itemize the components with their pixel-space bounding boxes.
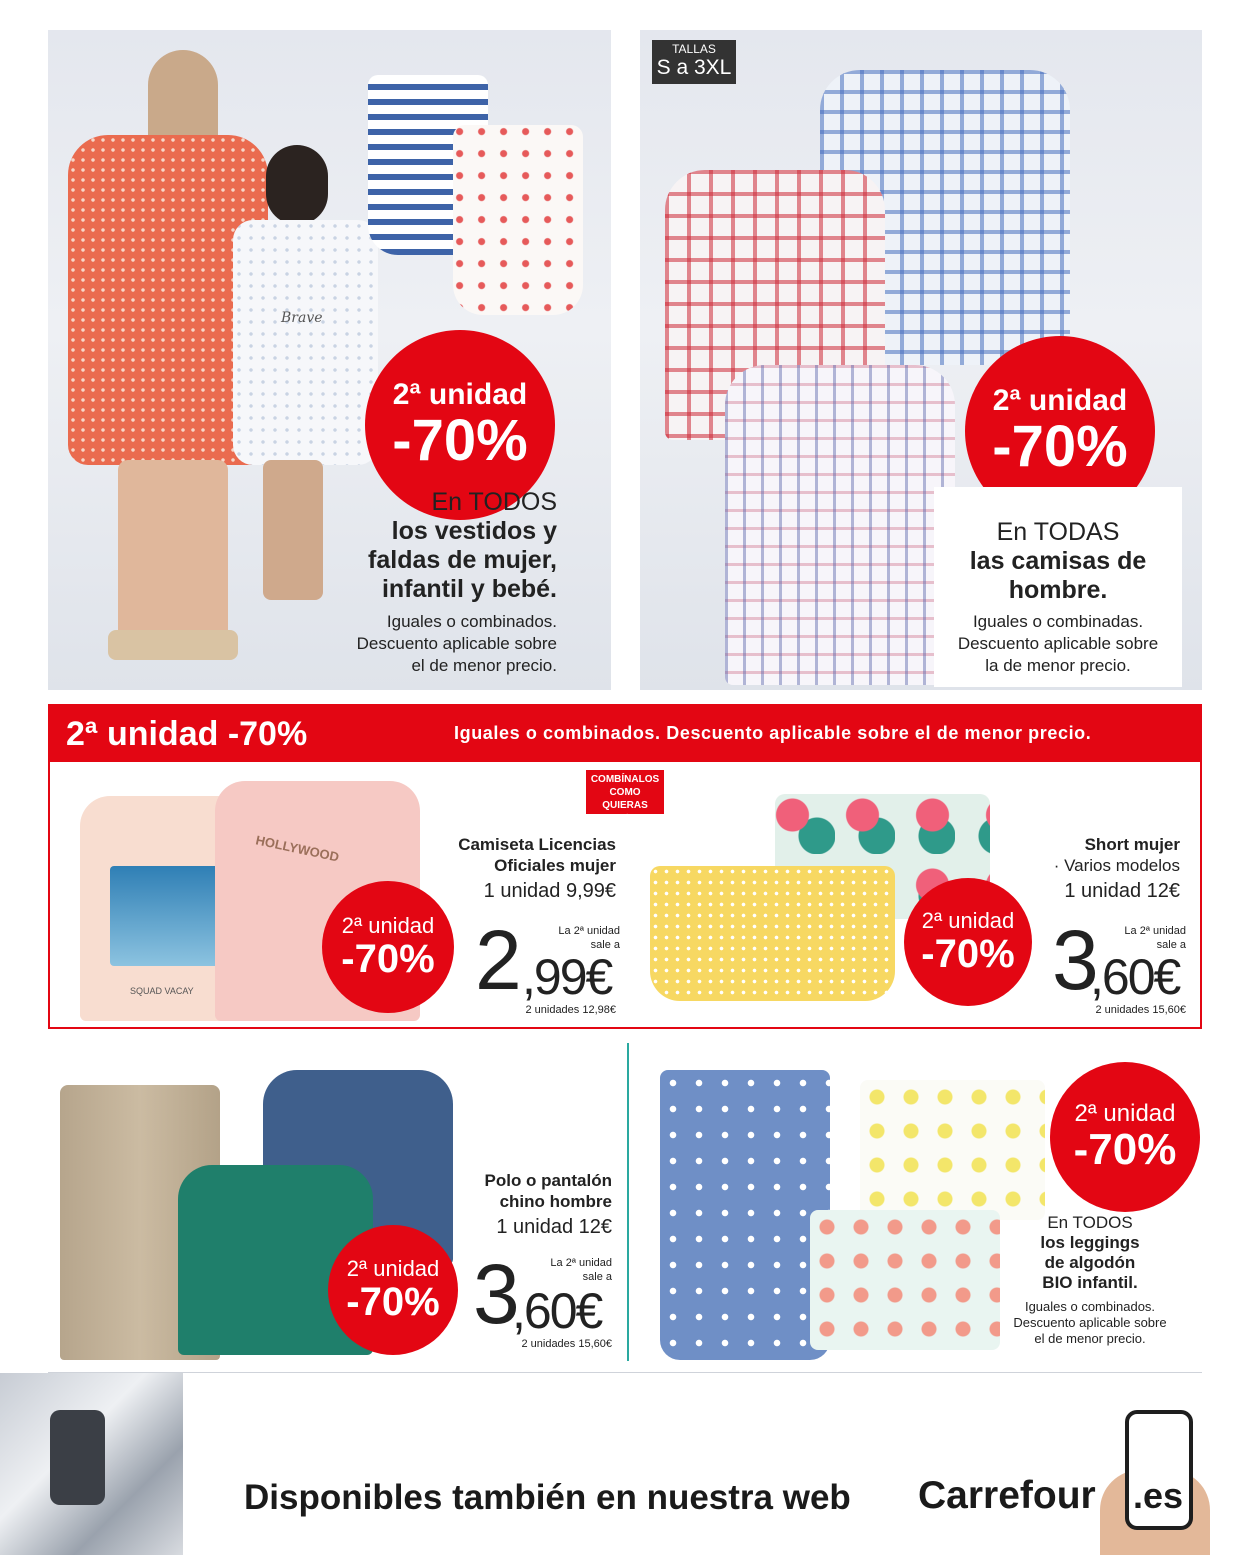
combine-arrows-icon: ⇄	[619, 811, 631, 825]
leggings-line-2: los leggings	[1040, 1233, 1140, 1252]
shorts-price-int: 3	[1052, 913, 1097, 1007]
badge-unit-label: 2ª unidad	[341, 913, 435, 938]
shorts-name-2: · Varios modelos	[1053, 856, 1180, 875]
combo-note: Iguales o combinados. Descuento aplicable sobre el de menor precio.	[454, 723, 1092, 743]
dresses-line-1: En TODOS	[431, 488, 557, 516]
dresses-notes	[297, 611, 557, 677]
lemon-shorts-image	[860, 1080, 1045, 1220]
polo-price-int: 3	[473, 1247, 518, 1341]
tank-print-text: SQUAD VACAY	[130, 986, 194, 996]
badge-discount: -70%	[921, 932, 1015, 976]
badge-discount: -70%	[992, 414, 1128, 479]
shorts-price-dec: ,60€	[1090, 949, 1180, 1005]
badge-unit-label: 2ª unidad	[392, 378, 528, 411]
dresses-note-3: el de menor precio.	[411, 656, 557, 675]
footer-domain: .es	[1133, 1475, 1184, 1516]
dresses-note-1: Iguales o combinados.	[386, 612, 557, 631]
shorts-total: 2 unidades 15,60€	[1095, 1004, 1186, 1016]
tshirt-name-1: Camiseta Licencias	[458, 835, 616, 854]
badge-unit-label: 2ª unidad	[992, 384, 1128, 417]
shirts-line-1: En TODAS	[996, 518, 1120, 546]
leggings-image	[660, 1070, 830, 1360]
dresses-note-2: Descuento aplicable sobre	[356, 634, 557, 653]
shorts-unit-price: 1 unidad 12€	[1064, 880, 1180, 902]
polo-unit-price: 1 unidad 12€	[496, 1216, 612, 1238]
leggings-note-1: Iguales o combinados.	[1024, 1299, 1156, 1314]
dresses-line-3: faldas de mujer,	[368, 546, 557, 574]
combo-title: 2ª unidad -70%	[66, 715, 308, 753]
shirts-notes	[934, 611, 1182, 677]
leggings-line-3: de algodón	[1044, 1253, 1136, 1272]
badge-discount: -70%	[341, 937, 435, 981]
polo-panel	[48, 1040, 618, 1365]
polo-name-1: Polo o pantalón	[484, 1171, 612, 1190]
discount-badge-polo	[328, 1225, 458, 1355]
phone-image	[50, 1410, 105, 1505]
girl-dress-image	[233, 220, 378, 465]
footer-text: Disponibles también en nuestra web	[244, 1478, 851, 1517]
tshirt-second-label	[550, 924, 620, 952]
yellow-shorts-image	[650, 866, 895, 1001]
girl-dress-print: Brave	[281, 310, 323, 326]
tshirt-unit-price: 1 unidad 9,99€	[483, 880, 616, 902]
combine-tag	[586, 770, 664, 825]
leggings-line-1: En TODOS	[1047, 1213, 1133, 1232]
combo-offer-panel	[48, 704, 1202, 1029]
shirts-note-3: la de menor precio.	[985, 656, 1131, 675]
dresses-panel	[48, 30, 611, 690]
woman-legs-image	[118, 460, 228, 650]
polo-second-label	[542, 1256, 612, 1284]
leggings-headline	[980, 1213, 1200, 1293]
tshirt-name-2: Oficiales mujer	[494, 856, 616, 875]
shirts-line-2: las camisas de	[969, 547, 1147, 575]
leggings-line-4: BIO infantil.	[1042, 1273, 1138, 1292]
badge-unit-label: 2ª unidad	[921, 908, 1015, 933]
polo-name-2: chino hombre	[499, 1192, 612, 1211]
dresses-line-2: los vestidos y	[391, 517, 557, 545]
girl-head-image	[266, 145, 328, 225]
leggings-note-2: Descuento aplicable sobre	[1013, 1315, 1167, 1330]
tshirt-price-int: 2	[475, 913, 520, 1007]
shorts-info	[980, 834, 1180, 902]
polo-second-label-2: sale a	[582, 1271, 612, 1283]
dresses-headline	[297, 488, 557, 604]
section-divider	[627, 1043, 629, 1361]
polo-total: 2 unidades 15,60€	[521, 1338, 612, 1350]
shorts-second-label-1: La 2ª unidad	[1124, 925, 1186, 937]
footer-divider	[48, 1372, 1202, 1373]
lilac-check-shirt-image	[725, 365, 955, 685]
shirts-headline	[934, 518, 1182, 605]
polo-info	[412, 1170, 612, 1238]
shirts-line-3: hombre.	[1008, 576, 1108, 604]
shorts-second-label	[1116, 924, 1186, 952]
sizes-value: S a 3XL	[656, 56, 732, 79]
leggings-note-3: el de menor precio.	[1034, 1331, 1146, 1346]
polo-second-label-1: La 2ª unidad	[550, 1257, 612, 1269]
shorts-second-label-2: sale a	[1156, 939, 1186, 951]
tshirt-print-text: HOLLYWOOD	[254, 832, 341, 865]
badge-discount: -70%	[1073, 1125, 1177, 1174]
badge-discount: -70%	[346, 1280, 440, 1324]
tshirt-second-label-2: sale a	[590, 939, 620, 951]
combine-line-1: COMBÍNALOS	[590, 774, 660, 785]
badge-unit-label: 2ª unidad	[346, 1256, 440, 1281]
badge-unit-label: 2ª unidad	[1074, 1100, 1176, 1127]
sizes-tag	[652, 40, 736, 84]
badge-discount: -70%	[392, 408, 528, 473]
strawberry-shorts-image	[810, 1210, 1000, 1350]
tshirt-price-dec: ,99€	[522, 949, 612, 1005]
shirts-note-2: Descuento aplicable sobre	[957, 634, 1159, 653]
tshirt-total: 2 unidades 12,98€	[525, 1004, 616, 1016]
leggings-notes	[980, 1299, 1200, 1347]
tshirt-info	[406, 834, 616, 902]
discount-badge-leggings	[1050, 1062, 1200, 1212]
tshirt-second-label-1: La 2ª unidad	[558, 925, 620, 937]
dresses-line-4: infantil y bebé.	[381, 575, 557, 603]
floral-dress-image	[453, 125, 583, 315]
sandals-image	[108, 630, 238, 660]
sizes-label: TALLAS	[672, 42, 716, 56]
footer-brand: Carrefour	[918, 1474, 1096, 1517]
combine-line-2: COMO QUIERAS	[602, 787, 648, 811]
combo-header	[50, 706, 1200, 762]
shirts-panel	[640, 30, 1202, 690]
shirts-note-1: Iguales o combinadas.	[972, 612, 1144, 631]
polo-price-dec: ,60€	[512, 1283, 602, 1339]
leggings-panel	[640, 1040, 1202, 1365]
shorts-name-1: Short mujer	[1084, 835, 1180, 854]
